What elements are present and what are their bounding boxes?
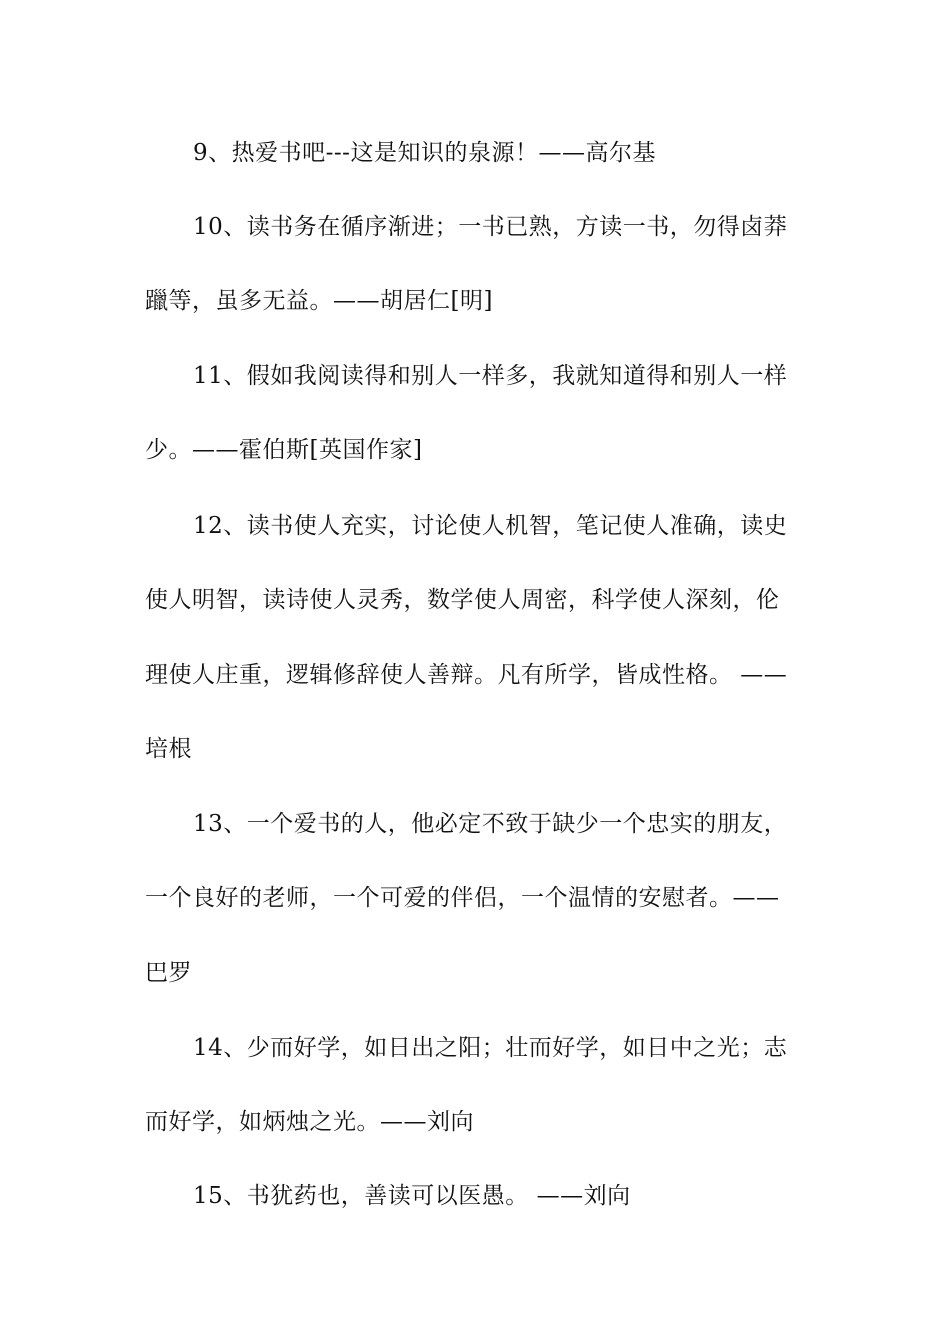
quote-10-line-1: 10、读书务在循序渐进；一书已熟，方读一书，勿得卤莽 bbox=[193, 214, 788, 240]
quote-11-line-2: 少。——霍伯斯[英国作家] bbox=[145, 437, 423, 463]
quote-14-line-2: 而好学，如炳烛之光。——刘向 bbox=[145, 1109, 474, 1135]
quote-11-line-1: 11、假如我阅读得和别人一样多，我就知道得和别人一样 bbox=[193, 363, 788, 389]
quote-12-line-2: 使人明智，读诗使人灵秀，数学使人周密，科学使人深刻，伦 bbox=[145, 587, 780, 613]
quote-10-line-2: 躐等，虽多无益。——胡居仁[明] bbox=[145, 288, 493, 314]
quote-13-line-2: 一个良好的老师，一个可爱的伴侣，一个温情的安慰者。—— bbox=[145, 885, 780, 911]
quote-12-line-1: 12、读书使人充实，讨论使人机智，笔记使人准确，读史 bbox=[193, 513, 788, 539]
quote-13-line-3: 巴罗 bbox=[145, 960, 192, 986]
quote-14-line-1: 14、少而好学，如日出之阳；壮而好学，如日中之光；志 bbox=[193, 1035, 788, 1061]
quote-15-line-1: 15、书犹药也，善读可以医愚。 ——刘向 bbox=[193, 1183, 631, 1209]
quote-13-line-1: 13、一个爱书的人，他必定不致于缺少一个忠实的朋友， bbox=[193, 811, 788, 837]
quote-12-line-3: 理使人庄重，逻辑修辞使人善辩。凡有所学，皆成性格。 —— bbox=[145, 662, 788, 688]
quote-9-line-1: 9、热爱书吧---这是知识的泉源！——高尔基 bbox=[193, 140, 656, 166]
quote-12-line-4: 培根 bbox=[145, 736, 192, 762]
